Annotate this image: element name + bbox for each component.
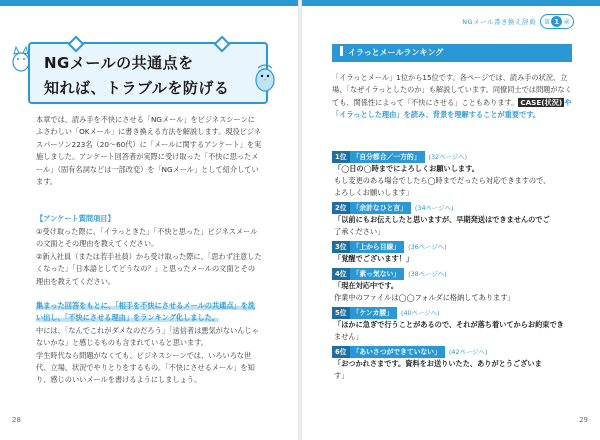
rank-example-line: ません」 <box>334 332 363 341</box>
rank-example-line: 「以前にもお伝えしたと思いますが、早期発送はできませんのでご <box>334 215 550 224</box>
right-top-band <box>302 0 600 6</box>
rank-example-line: 「覚醒でございます！」 <box>334 254 414 263</box>
ranking-list <box>332 150 582 384</box>
rank-page-link: (42ページへ) <box>448 348 488 356</box>
result-section <box>36 300 262 387</box>
chapter-prefix: 第 <box>543 19 551 26</box>
case-label: CASE(状況) <box>520 97 563 107</box>
rank-tag <box>332 202 411 214</box>
ranking-item <box>332 150 582 199</box>
ranking-intro-text: 「イラっとメール」1位から15位です。各ページでは、読み手の状況、立場、「なぜイラっとしたのか」も解説しています。同僚同士では問題がなくても、関係性によって「不快にさせる」こともあります。 <box>332 73 572 107</box>
rank-example-line: 「ほかに急ぎで行うことがあるので、それが落ち着いてからお約束でき <box>334 320 564 329</box>
rank-number: 2位 <box>332 202 350 214</box>
page-number-left: 28 <box>12 416 21 424</box>
rank-example-line: 「現在対応中です。 <box>334 281 399 290</box>
ranking-item <box>332 201 582 238</box>
ranking-item <box>332 267 582 304</box>
rank-label: 「上から目線」 <box>352 242 401 251</box>
ranking-item <box>332 306 582 343</box>
result-highlight <box>36 300 262 325</box>
chapter-badge <box>540 14 574 29</box>
rank-label: 「自分都合／一方的」 <box>352 152 421 161</box>
rank-page-link: (32ページへ) <box>428 153 468 161</box>
rank-label: 「余計なひと言」 <box>352 203 407 212</box>
rank-tag <box>332 307 397 319</box>
ranking-item <box>332 240 582 265</box>
rank-number: 3位 <box>332 241 350 253</box>
page-number-right: 29 <box>579 416 588 424</box>
title-ribbon-left <box>68 36 85 53</box>
rank-example-line: 「おつかれさまです。資料をお送りいたた、ありがとうございま <box>334 359 542 368</box>
result-paragraph-1: 中には、「なんでこれがダメなのだろう」「送信者は悪気がないんじゃないかな」と感じるものも含まれていると思います。 <box>36 325 259 348</box>
rank-tag <box>332 151 425 163</box>
ranking-item-header <box>332 201 582 214</box>
ranking-heading: イラっとメールランキング <box>332 44 572 62</box>
rank-number: 6位 <box>332 346 350 358</box>
left-page <box>0 0 298 440</box>
rank-example-line: よろしくお願いします」 <box>334 188 414 197</box>
rank-example-line: す」 <box>334 371 349 380</box>
chapter-suffix: 章 <box>563 19 570 26</box>
rank-label: 「素っ気ない」 <box>352 269 401 278</box>
rank-number: 4位 <box>332 268 350 280</box>
intro-paragraph: 本章では、読み手を不快にさせる「NGメール」をビジネスシーンにふさわしい「OKメール」に書き換える方法を解説します。現役ビジネスパーソン223名（20〜60代）に「メールに関するアンケート」を実施しました。アンケート回答者が実際に受け取った「不快に思ったメール」（固有名詞などは一部改変）を「NGメール」として紹介しています。 <box>36 115 262 187</box>
rank-label: 「あいさつができていない」 <box>352 347 441 356</box>
rank-tag <box>332 241 404 253</box>
rank-example-line: もし変更のある場合でしたら◯時までだったら対応できますので、 <box>334 176 551 185</box>
ranking-item-header <box>332 345 582 358</box>
survey-question-2: ②新入社員（または若手社員）から受け取った際に、「思わず注意したくなった」「日本語としてどうなの？」と思ったメールの文面とその理由を教えてください。 <box>36 251 262 286</box>
ranking-item-header <box>332 267 582 280</box>
result-paragraph-2: 学生時代なら問題がなくても、ビジネスシーンでは、いろいろな世代、立場、状況でやりとりをするもの。「不快にさせるメール」を知り、感じのいいメールを書けるようにしましょう。 <box>36 350 255 385</box>
chapter-number: 1 <box>551 16 562 27</box>
rank-label: 「ケンカ腰」 <box>352 308 393 317</box>
survey-heading: 【アンケート質問項目】 <box>36 214 115 223</box>
chapter-title-box <box>28 42 268 104</box>
survey-question-1: ①受け取った際に、「イラっときた」「不快と思った」ビジネスメールの文面とその理由を教えてください。 <box>36 227 258 249</box>
rank-example-line: 了承ください」 <box>334 227 385 236</box>
running-head-title: NGメール書き換え辞典 <box>462 18 536 26</box>
title-line-1: NGメールの共通点を <box>44 54 194 72</box>
rank-number: 5位 <box>332 307 350 319</box>
running-head <box>462 14 574 29</box>
result-highlight-text: 集まった回答をもとに、「相手を不快にさせるメールの共通点」を洗い出し、「不快にさせる理由」をランキング化しました。 <box>36 301 256 323</box>
ranking-item-header <box>332 306 582 319</box>
bird-mascot-icon <box>252 60 278 94</box>
rank-tag <box>332 346 445 358</box>
ranking-intro <box>332 72 572 122</box>
survey-questions <box>36 226 262 288</box>
rank-page-link: (40ページへ) <box>400 309 440 317</box>
rank-number: 1位 <box>332 151 350 163</box>
ranking-item-header <box>332 150 582 163</box>
title-line-2: 知れば、トラブルを防げる <box>44 79 230 97</box>
left-top-band <box>0 0 298 6</box>
rank-page-link: (38ページへ) <box>408 270 447 278</box>
ranking-intro-tail: や「イラっとした理由」を読み、背景を理解することが重要です。 <box>332 97 572 120</box>
right-page <box>302 0 600 440</box>
rank-page-link: (36ページへ) <box>408 243 447 251</box>
rank-example-line: 「◯日の◯時までによろしくお願いします。 <box>334 164 479 173</box>
ranking-item <box>332 345 582 382</box>
rank-example-line: 作業中のファイルは◯◯フォルダに格納してあります」 <box>334 293 515 302</box>
title-ribbon-right <box>214 36 231 53</box>
rank-tag <box>332 268 404 280</box>
ranking-item-header <box>332 240 582 253</box>
rank-page-link: (34ページへ) <box>414 204 454 212</box>
